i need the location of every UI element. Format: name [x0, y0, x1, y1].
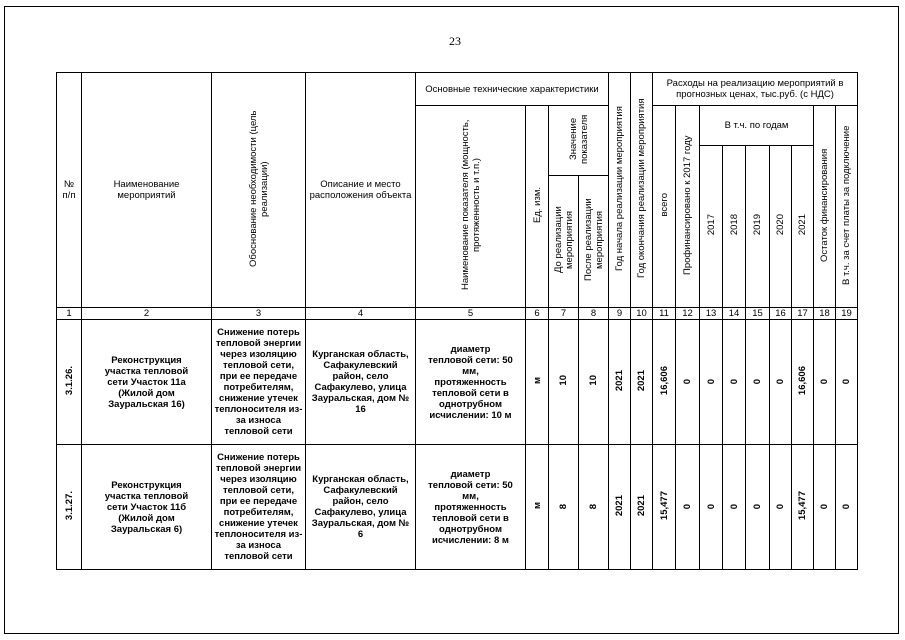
col-number: 19 — [836, 308, 858, 320]
row-year-end: 2021 — [631, 445, 653, 570]
header-name: Наименование мероприятий — [82, 73, 212, 308]
row-y2019: 0 — [746, 445, 770, 570]
col-number: 5 — [416, 308, 526, 320]
row-remaining: 0 — [814, 320, 836, 445]
row-num: 3.1.27. — [57, 445, 82, 570]
row-y2021: 15,477 — [792, 445, 814, 570]
row-connection-fee: 0 — [836, 320, 858, 445]
row-after: 8 — [579, 445, 609, 570]
col-number: 15 — [746, 308, 770, 320]
header-unit: Ед. изм. — [526, 106, 549, 308]
col-number: 4 — [306, 308, 416, 320]
row-financed-2017: 0 — [676, 445, 700, 570]
row-total: 15,477 — [653, 445, 676, 570]
header-tech-group: Основные технические характеристики — [416, 73, 609, 106]
row-num: 3.1.26. — [57, 320, 82, 445]
header-after: После реализации мероприятия — [579, 176, 609, 308]
row-y2020: 0 — [770, 445, 792, 570]
row-description: Курганская область, Сафакулевский район, село Сафакулево, улица Зауральская, дом № 6 — [306, 445, 416, 570]
header-year-start: Год начала реализации мероприятия — [609, 73, 631, 308]
row-y2019: 0 — [746, 320, 770, 445]
col-number: 17 — [792, 308, 814, 320]
row-indicator: диаметр тепловой сети: 50 мм, протяженность тепловой сети в однотрубном исчислении: 8 м — [416, 445, 526, 570]
row-unit: м — [526, 320, 549, 445]
header-y2017: 2017 — [700, 146, 723, 308]
header-financed-2017: Профинансировано к 2017 году — [676, 106, 700, 308]
col-number: 18 — [814, 308, 836, 320]
row-year-end: 2021 — [631, 320, 653, 445]
row-y2021: 16,606 — [792, 320, 814, 445]
row-description: Курганская область, Сафакулевский район, село Сафакулево, улица Зауральская, дом № 16 — [306, 320, 416, 445]
row-y2017: 0 — [700, 320, 723, 445]
col-number: 10 — [631, 308, 653, 320]
row-y2018: 0 — [723, 320, 746, 445]
col-number: 13 — [700, 308, 723, 320]
row-y2020: 0 — [770, 320, 792, 445]
col-number: 7 — [549, 308, 579, 320]
row-before: 10 — [549, 320, 579, 445]
header-year-end: Год окончания реализации мероприятия — [631, 73, 653, 308]
header-connection-fee: В т.ч. за счет платы за подключение — [836, 106, 858, 308]
header-total: всего — [653, 106, 676, 308]
col-number: 12 — [676, 308, 700, 320]
row-y2018: 0 — [723, 445, 746, 570]
row-name: Реконструкция участка тепловой сети Участок 11б (Жилой дом Зауральская 6) — [82, 445, 212, 570]
header-row-1 — [57, 73, 858, 106]
row-total: 16,606 — [653, 320, 676, 445]
col-number: 14 — [723, 308, 746, 320]
header-before: До реализации мероприятия — [549, 176, 579, 308]
header-description: Описание и место расположения объекта — [306, 73, 416, 308]
table-row — [57, 320, 858, 445]
row-year-start: 2021 — [609, 320, 631, 445]
row-connection-fee: 0 — [836, 445, 858, 570]
col-number: 1 — [57, 308, 82, 320]
row-financed-2017: 0 — [676, 320, 700, 445]
row-justification: Снижение потерь тепловой энергии через изоляцию тепловой сети, при ее передаче потребителям, снижение утечек теплоносителя из-за износа тепловой сети — [212, 320, 306, 445]
header-by-years: В т.ч. по годам — [700, 106, 814, 146]
row-indicator: диаметр тепловой сети: 50 мм, протяженность тепловой сети в однотрубном исчислении: 10 м — [416, 320, 526, 445]
header-costs-group: Расходы на реализацию мероприятий в прогнозных ценах, тыс.руб. (с НДС) — [653, 73, 858, 106]
row-justification: Снижение потерь тепловой энергии через изоляцию тепловой сети, при ее передаче потребителям, снижение утечек теплоносителя из-за износа тепловой сети — [212, 445, 306, 570]
table-row — [57, 445, 858, 570]
header-y2019: 2019 — [746, 146, 770, 308]
col-number: 8 — [579, 308, 609, 320]
header-y2018: 2018 — [723, 146, 746, 308]
row-y2017: 0 — [700, 445, 723, 570]
col-number: 3 — [212, 308, 306, 320]
header-indicator-name: Наименование показателя (мощность, протяженность и т.п.) — [416, 106, 526, 308]
header-y2021: 2021 — [792, 146, 814, 308]
header-value-group: Значение показателя — [549, 106, 609, 176]
measures-table — [56, 72, 858, 570]
row-unit: м — [526, 445, 549, 570]
column-numbers-row — [57, 308, 858, 320]
row-name: Реконструкция участка тепловой сети Участок 11а (Жилой дом Зауральская 16) — [82, 320, 212, 445]
col-number: 9 — [609, 308, 631, 320]
header-justification: Обоснование необходимости (цель реализации) — [212, 73, 306, 308]
col-number: 11 — [653, 308, 676, 320]
row-year-start: 2021 — [609, 445, 631, 570]
header-y2020: 2020 — [770, 146, 792, 308]
page-number: 23 — [449, 34, 461, 48]
col-number: 2 — [82, 308, 212, 320]
header-remaining: Остаток финансирования — [814, 106, 836, 308]
row-remaining: 0 — [814, 445, 836, 570]
row-before: 8 — [549, 445, 579, 570]
row-after: 10 — [579, 320, 609, 445]
col-number: 16 — [770, 308, 792, 320]
col-number: 6 — [526, 308, 549, 320]
header-num: № п/п — [57, 73, 82, 308]
